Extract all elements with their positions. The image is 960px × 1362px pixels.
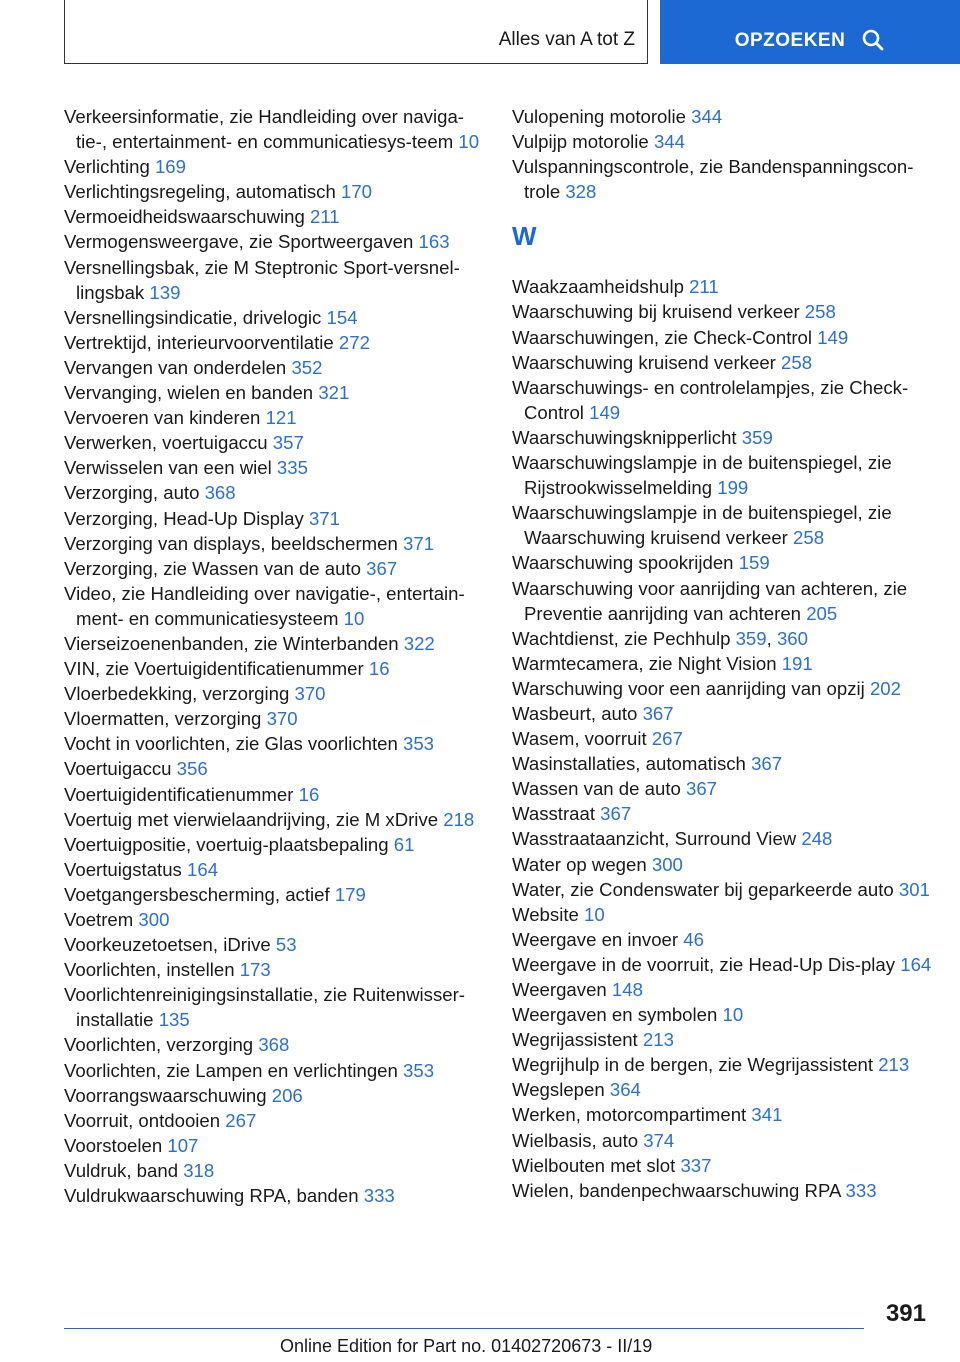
page-link[interactable]: 61	[393, 833, 415, 855]
index-entry	[64, 832, 484, 857]
page-link[interactable]: 333	[845, 1179, 877, 1201]
index-entry	[64, 782, 484, 807]
index-entry	[64, 656, 484, 681]
page-link[interactable]: 359	[741, 426, 773, 448]
entry-term: Versnellingsindicatie, drivelogic	[64, 306, 327, 328]
entry-term: Water, zie Condenswater bij geparkeerde auto	[512, 878, 899, 900]
index-entry	[64, 330, 484, 355]
page-link[interactable]: 344	[653, 131, 685, 153]
entry-term: Wegrijassistent	[512, 1029, 643, 1051]
page-link[interactable]: 370	[266, 708, 298, 730]
entry-term: Vloermatten, verzorging	[64, 708, 267, 730]
index-entry	[512, 375, 932, 425]
page-link[interactable]: 149	[817, 326, 849, 348]
index-entry	[64, 556, 484, 581]
entry-term: Waarschuwings- en controlelampjes, zie Check-Control	[512, 376, 909, 423]
entry-term: Voertuigidentificatienummer	[64, 783, 299, 805]
page-link[interactable]: 149	[589, 401, 621, 423]
index-entry	[64, 1083, 484, 1108]
page-link[interactable]: 202	[869, 677, 901, 699]
page-link[interactable]: 53	[275, 934, 297, 956]
page-link[interactable]: 353	[403, 733, 435, 755]
entry-term: VIN, zie Voertuigidentificatienummer	[64, 658, 369, 680]
page-link[interactable]: 368	[258, 1034, 290, 1056]
page-link[interactable]: 367	[751, 753, 783, 775]
page-link[interactable]: 213	[642, 1029, 674, 1051]
page-link[interactable]: 352	[291, 356, 323, 378]
entry-term: Waarschuwingen, zie Check-Control	[512, 326, 818, 348]
index-entry	[64, 506, 484, 531]
index-entry	[64, 957, 484, 982]
entry-term: Vermoeidheidswaarschuwing	[64, 206, 310, 228]
page-link[interactable]: 179	[334, 883, 366, 905]
page-link[interactable]: 213	[878, 1054, 910, 1076]
entry-term: Vloerbedekking, verzorging	[64, 683, 295, 705]
entry-term: Verlichtingsregeling, automatisch	[64, 181, 341, 203]
page-link[interactable]: 10	[343, 607, 365, 629]
index-entry	[64, 982, 484, 1032]
index-entry	[512, 299, 932, 324]
header-section-title	[64, 0, 648, 64]
page-link[interactable]: 163	[418, 231, 450, 253]
page-link[interactable]: 170	[341, 181, 373, 203]
entry-term: Waarschuwingsknipperlicht	[512, 426, 742, 448]
page-link[interactable]: 121	[265, 407, 297, 429]
entry-term: Wegrijhulp in de bergen, zie Wegrijassistent	[512, 1054, 879, 1076]
page-link[interactable]: 367	[686, 778, 718, 800]
page-link[interactable]: 206	[271, 1084, 303, 1106]
entry-term: Wielbasis, auto	[512, 1129, 644, 1151]
page-link[interactable]: 370	[294, 683, 326, 705]
page-link[interactable]: 371	[308, 507, 340, 529]
index-entry	[512, 701, 932, 726]
index-entry	[64, 1058, 484, 1083]
entry-term: Warschuwing voor een aanrijding van opzij	[512, 677, 870, 699]
entry-term: Vuldruk, band	[64, 1159, 184, 1181]
page-link[interactable]: 199	[717, 477, 749, 499]
page-link[interactable]: 248	[801, 828, 833, 850]
entry-term: Verzorging, auto	[64, 482, 205, 504]
index-entry	[512, 1153, 932, 1178]
entry-term: Waarschuwing kruisend verkeer	[512, 351, 782, 373]
index-entry	[512, 129, 932, 154]
index-entry	[512, 1077, 932, 1102]
index-entry	[64, 154, 484, 179]
entry-term: Weergave en invoer	[512, 928, 684, 950]
entry-term: Video, zie Handleiding over navigatie-, entertain-ment- en communicatiesysteem	[64, 582, 465, 629]
page-link[interactable]: 344	[691, 106, 723, 127]
page-link[interactable]: 258	[804, 301, 836, 323]
entry-term: Waarschuwing spookrijden	[512, 552, 739, 574]
page-link[interactable]: 107	[167, 1134, 199, 1156]
entry-term: Voertuigpositie, voertuig-plaatsbepaling	[64, 833, 394, 855]
index-entry	[64, 179, 484, 204]
index-column-right	[512, 104, 932, 1203]
entry-term: Voorlichten, zie Lampen en verlichtingen	[64, 1059, 404, 1081]
entry-term: Voetgangersbescherming, actief	[64, 883, 335, 905]
page-link[interactable]: 267	[651, 728, 683, 750]
entry-term: Waarschuwing bij kruisend verkeer	[512, 301, 805, 323]
entry-term: Waarschuwing voor aanrijding van achteren, zie Preventie aanrijding van achteren	[512, 577, 908, 624]
index-entry	[64, 480, 484, 505]
entry-term: Wassen van de auto	[512, 778, 686, 800]
page-separator: ,	[766, 627, 777, 649]
index-entry	[512, 902, 932, 927]
entry-term: Verwisselen van een wiel	[64, 457, 277, 479]
entry-term: Verzorging, Head-Up Display	[64, 507, 309, 529]
entry-term: Verwerken, voertuigaccu	[64, 432, 273, 454]
index-entry	[64, 807, 484, 832]
index-entry	[64, 1158, 484, 1183]
page-link[interactable]: 211	[310, 206, 340, 228]
entry-term: Werken, motorcompartiment	[512, 1104, 752, 1126]
page-link[interactable]: 368	[204, 482, 236, 504]
page-link[interactable]: 135	[158, 1009, 190, 1031]
entry-term: Vuldrukwaarschuwing RPA, banden	[64, 1185, 364, 1207]
index-entry	[64, 932, 484, 957]
page-link[interactable]: 367	[600, 803, 632, 825]
page-link[interactable]: 258	[781, 351, 813, 373]
index-entry	[64, 355, 484, 380]
index-entry	[64, 1032, 484, 1057]
entry-term: Vervanging, wielen en banden	[64, 382, 319, 404]
entry-term: Weergaven en symbolen	[512, 1004, 723, 1026]
entry-term: Voorlichten, verzorging	[64, 1034, 259, 1056]
page-link[interactable]: 367	[642, 702, 674, 724]
entry-term: Voorlichtenreinigingsinstallatie, zie Ruitenwisser-installatie	[64, 984, 465, 1031]
page-link[interactable]: 159	[738, 552, 770, 574]
page-link[interactable]: 359	[735, 627, 767, 649]
entry-term: Waarschuwingslampje in de buitenspiegel, zie Waarschuwing kruisend verkeer	[512, 502, 892, 549]
index-entry	[512, 726, 932, 751]
index-entry	[512, 576, 932, 626]
page-link[interactable]: 272	[338, 331, 370, 353]
search-icon	[861, 28, 885, 52]
index-column-left	[64, 104, 484, 1208]
page-link[interactable]: 341	[751, 1104, 783, 1126]
index-entry	[512, 977, 932, 1002]
entry-term: Voorstoelen	[64, 1134, 168, 1156]
index-entry	[64, 882, 484, 907]
page-link[interactable]: 364	[609, 1079, 641, 1101]
page-link[interactable]: 10	[722, 1004, 744, 1026]
page-link[interactable]: 191	[781, 652, 813, 674]
page-link[interactable]: 169	[154, 156, 186, 178]
index-entry	[512, 651, 932, 676]
edition-footer: Online Edition for Part no. 01402720673 - II/19	[280, 1336, 653, 1356]
page-link[interactable]: 337	[680, 1154, 712, 1176]
entry-term: Wasinstallaties, automatisch	[512, 753, 752, 775]
entry-term: Voorrangswaarschuwing	[64, 1084, 272, 1106]
index-entry	[64, 706, 484, 731]
index-entry	[512, 550, 932, 575]
entry-term: Vulpijp motorolie	[512, 131, 654, 153]
page-link[interactable]: 353	[403, 1059, 435, 1081]
entry-term: Wasbeurt, auto	[512, 702, 643, 724]
index-entry	[64, 104, 484, 154]
entry-term: Vulopening motorolie	[512, 106, 692, 127]
page-link[interactable]: 10	[584, 903, 605, 925]
entry-term: Wielen, bandenpechwaarschuwing RPA	[512, 1179, 846, 1201]
page-link[interactable]: 301	[898, 878, 930, 900]
page-link[interactable]: 322	[403, 632, 435, 654]
entry-term: Wasem, voorruit	[512, 728, 652, 750]
index-entry	[512, 104, 932, 129]
page-link[interactable]: 211	[689, 276, 719, 298]
index-entry	[64, 255, 484, 305]
page-link[interactable]: 218	[443, 808, 475, 830]
index-entry	[512, 274, 932, 299]
entry-term: Vervoeren van kinderen	[64, 407, 266, 429]
entry-term: Voorkeuzetoetsen, iDrive	[64, 934, 276, 956]
index-entry	[64, 1133, 484, 1158]
page-link[interactable]: 374	[643, 1129, 675, 1151]
entry-term: Wasstraataanzicht, Surround View	[512, 828, 802, 850]
entry-term: Vulspanningscontrole, zie Bandenspanningscon-trole	[512, 156, 914, 203]
page-link[interactable]: 164	[187, 858, 219, 880]
index-entry	[512, 626, 932, 651]
entry-term: Waarschuwingslampje in de buitenspiegel, zie Rijstrookwisselmelding	[512, 452, 892, 499]
index-entry	[512, 1002, 932, 1027]
entry-term: Voetrem	[64, 909, 139, 930]
index-entry	[64, 631, 484, 656]
page-link[interactable]: 267	[225, 1109, 257, 1131]
page-link[interactable]: 46	[683, 928, 704, 950]
page-link[interactable]: 335	[276, 457, 308, 479]
index-entry	[512, 500, 932, 550]
entry-term: Wasstraat	[512, 803, 601, 825]
entry-term: Water op wegen	[512, 853, 652, 875]
page-link[interactable]: 300	[651, 853, 683, 875]
index-entry	[512, 325, 932, 350]
index-entry	[64, 1183, 484, 1208]
page-link[interactable]: 258	[793, 527, 825, 549]
index-entry	[64, 681, 484, 706]
index-entry	[64, 455, 484, 480]
page-link[interactable]: 356	[176, 758, 208, 780]
index-entry	[512, 852, 932, 877]
index-entry	[512, 1178, 932, 1203]
page-link[interactable]: 333	[363, 1185, 395, 1207]
index-entry	[512, 1027, 932, 1052]
index-entry	[512, 952, 932, 977]
index-entry	[64, 731, 484, 756]
index-entry	[512, 751, 932, 776]
page-link[interactable]: 154	[326, 306, 358, 328]
index-entry	[512, 801, 932, 826]
page-link[interactable]: 139	[149, 281, 181, 303]
page-link[interactable]: 148	[611, 979, 643, 1000]
index-entry	[64, 405, 484, 430]
page-link[interactable]: 173	[239, 959, 271, 981]
entry-term: Voertuig met vierwielaandrijving, zie M xDrive	[64, 808, 444, 830]
entry-term: Verzorging van displays, beeldschermen	[64, 532, 404, 554]
entry-term: Vermogensweergave, zie Sportweergaven	[64, 231, 419, 253]
entry-term: Verzorging, zie Wassen van de auto	[64, 557, 367, 579]
index-entry	[512, 877, 932, 902]
entry-term: Wielbouten met slot	[512, 1154, 681, 1176]
page-link[interactable]: 371	[403, 532, 435, 554]
index-entry	[512, 425, 932, 450]
entry-term: Versnellingsbak, zie M Steptronic Sport-versnel-lingsbak	[64, 256, 460, 303]
index-entry	[64, 204, 484, 229]
page-link[interactable]: 318	[183, 1159, 215, 1181]
index-entry	[512, 450, 932, 500]
entry-term: Vertrektijd, interieurvoorventilatie	[64, 331, 339, 353]
page-link[interactable]: 300	[138, 909, 170, 930]
index-entry	[64, 581, 484, 631]
page-link[interactable]: 321	[318, 382, 350, 404]
index-entry	[512, 350, 932, 375]
index-entry	[512, 676, 932, 701]
page-link[interactable]: 16	[298, 783, 320, 805]
entry-term: Vocht in voorlichten, zie Glas voorlichten	[64, 733, 403, 755]
page-link[interactable]: 205	[806, 602, 838, 624]
header-title-text: Alles van A tot Z	[498, 29, 635, 50]
index-entry	[64, 305, 484, 330]
index-entry	[512, 1052, 932, 1077]
entry-term: Waakzaamheidshulp	[512, 276, 690, 298]
index-entry	[64, 756, 484, 781]
page-link[interactable]: 10	[458, 131, 480, 153]
page-link[interactable]: 328	[565, 181, 597, 203]
search-button-label: OPZOEKEN	[734, 30, 846, 51]
index-entry	[512, 1128, 932, 1153]
entry-term: Verkeersinformatie, zie Handleiding over naviga-tie-, entertainment- en communicatiesys-teem	[64, 106, 464, 153]
entry-term: Voorlichten, instellen	[64, 959, 240, 981]
index-entry	[64, 1108, 484, 1133]
page-number: 391	[885, 1300, 926, 1327]
entry-term: Vierseizoenenbanden, zie Winterbanden	[64, 632, 404, 654]
index-entry	[64, 430, 484, 455]
entry-term: Weergave in de voorruit, zie Head-Up Dis-play	[512, 953, 901, 975]
section-letter: W	[512, 221, 537, 252]
index-entry	[64, 857, 484, 882]
index-entry	[64, 380, 484, 405]
search-button[interactable]	[660, 0, 960, 64]
entry-term: Voertuigaccu	[64, 758, 177, 780]
entry-term: Verlichting	[64, 156, 155, 178]
index-entry	[64, 531, 484, 556]
page-link[interactable]: 360	[776, 627, 808, 649]
index-entry	[64, 229, 484, 254]
entry-term: Warmtecamera, zie Night Vision	[512, 652, 782, 674]
index-entry	[64, 907, 484, 932]
page-link[interactable]: 164	[900, 953, 932, 975]
entry-term: Voorruit, ontdooien	[64, 1109, 226, 1131]
index-entry	[512, 826, 932, 851]
index-entry	[512, 927, 932, 952]
entry-term: Weergaven	[512, 979, 612, 1000]
index-entry	[512, 776, 932, 801]
entry-term: Wachtdienst, zie Pechhulp	[512, 627, 736, 649]
page-link[interactable]: 367	[366, 557, 398, 579]
page-link[interactable]: 16	[368, 658, 390, 680]
entry-term: Wegslepen	[512, 1079, 610, 1101]
entry-term: Voertuigstatus	[64, 858, 188, 880]
page-link[interactable]: 357	[272, 432, 304, 454]
index-entry	[512, 154, 932, 204]
entry-term: Website	[512, 903, 584, 925]
footer-divider	[64, 1328, 864, 1329]
entry-term: Vervangen van onderdelen	[64, 356, 292, 378]
index-entry	[512, 1102, 932, 1127]
